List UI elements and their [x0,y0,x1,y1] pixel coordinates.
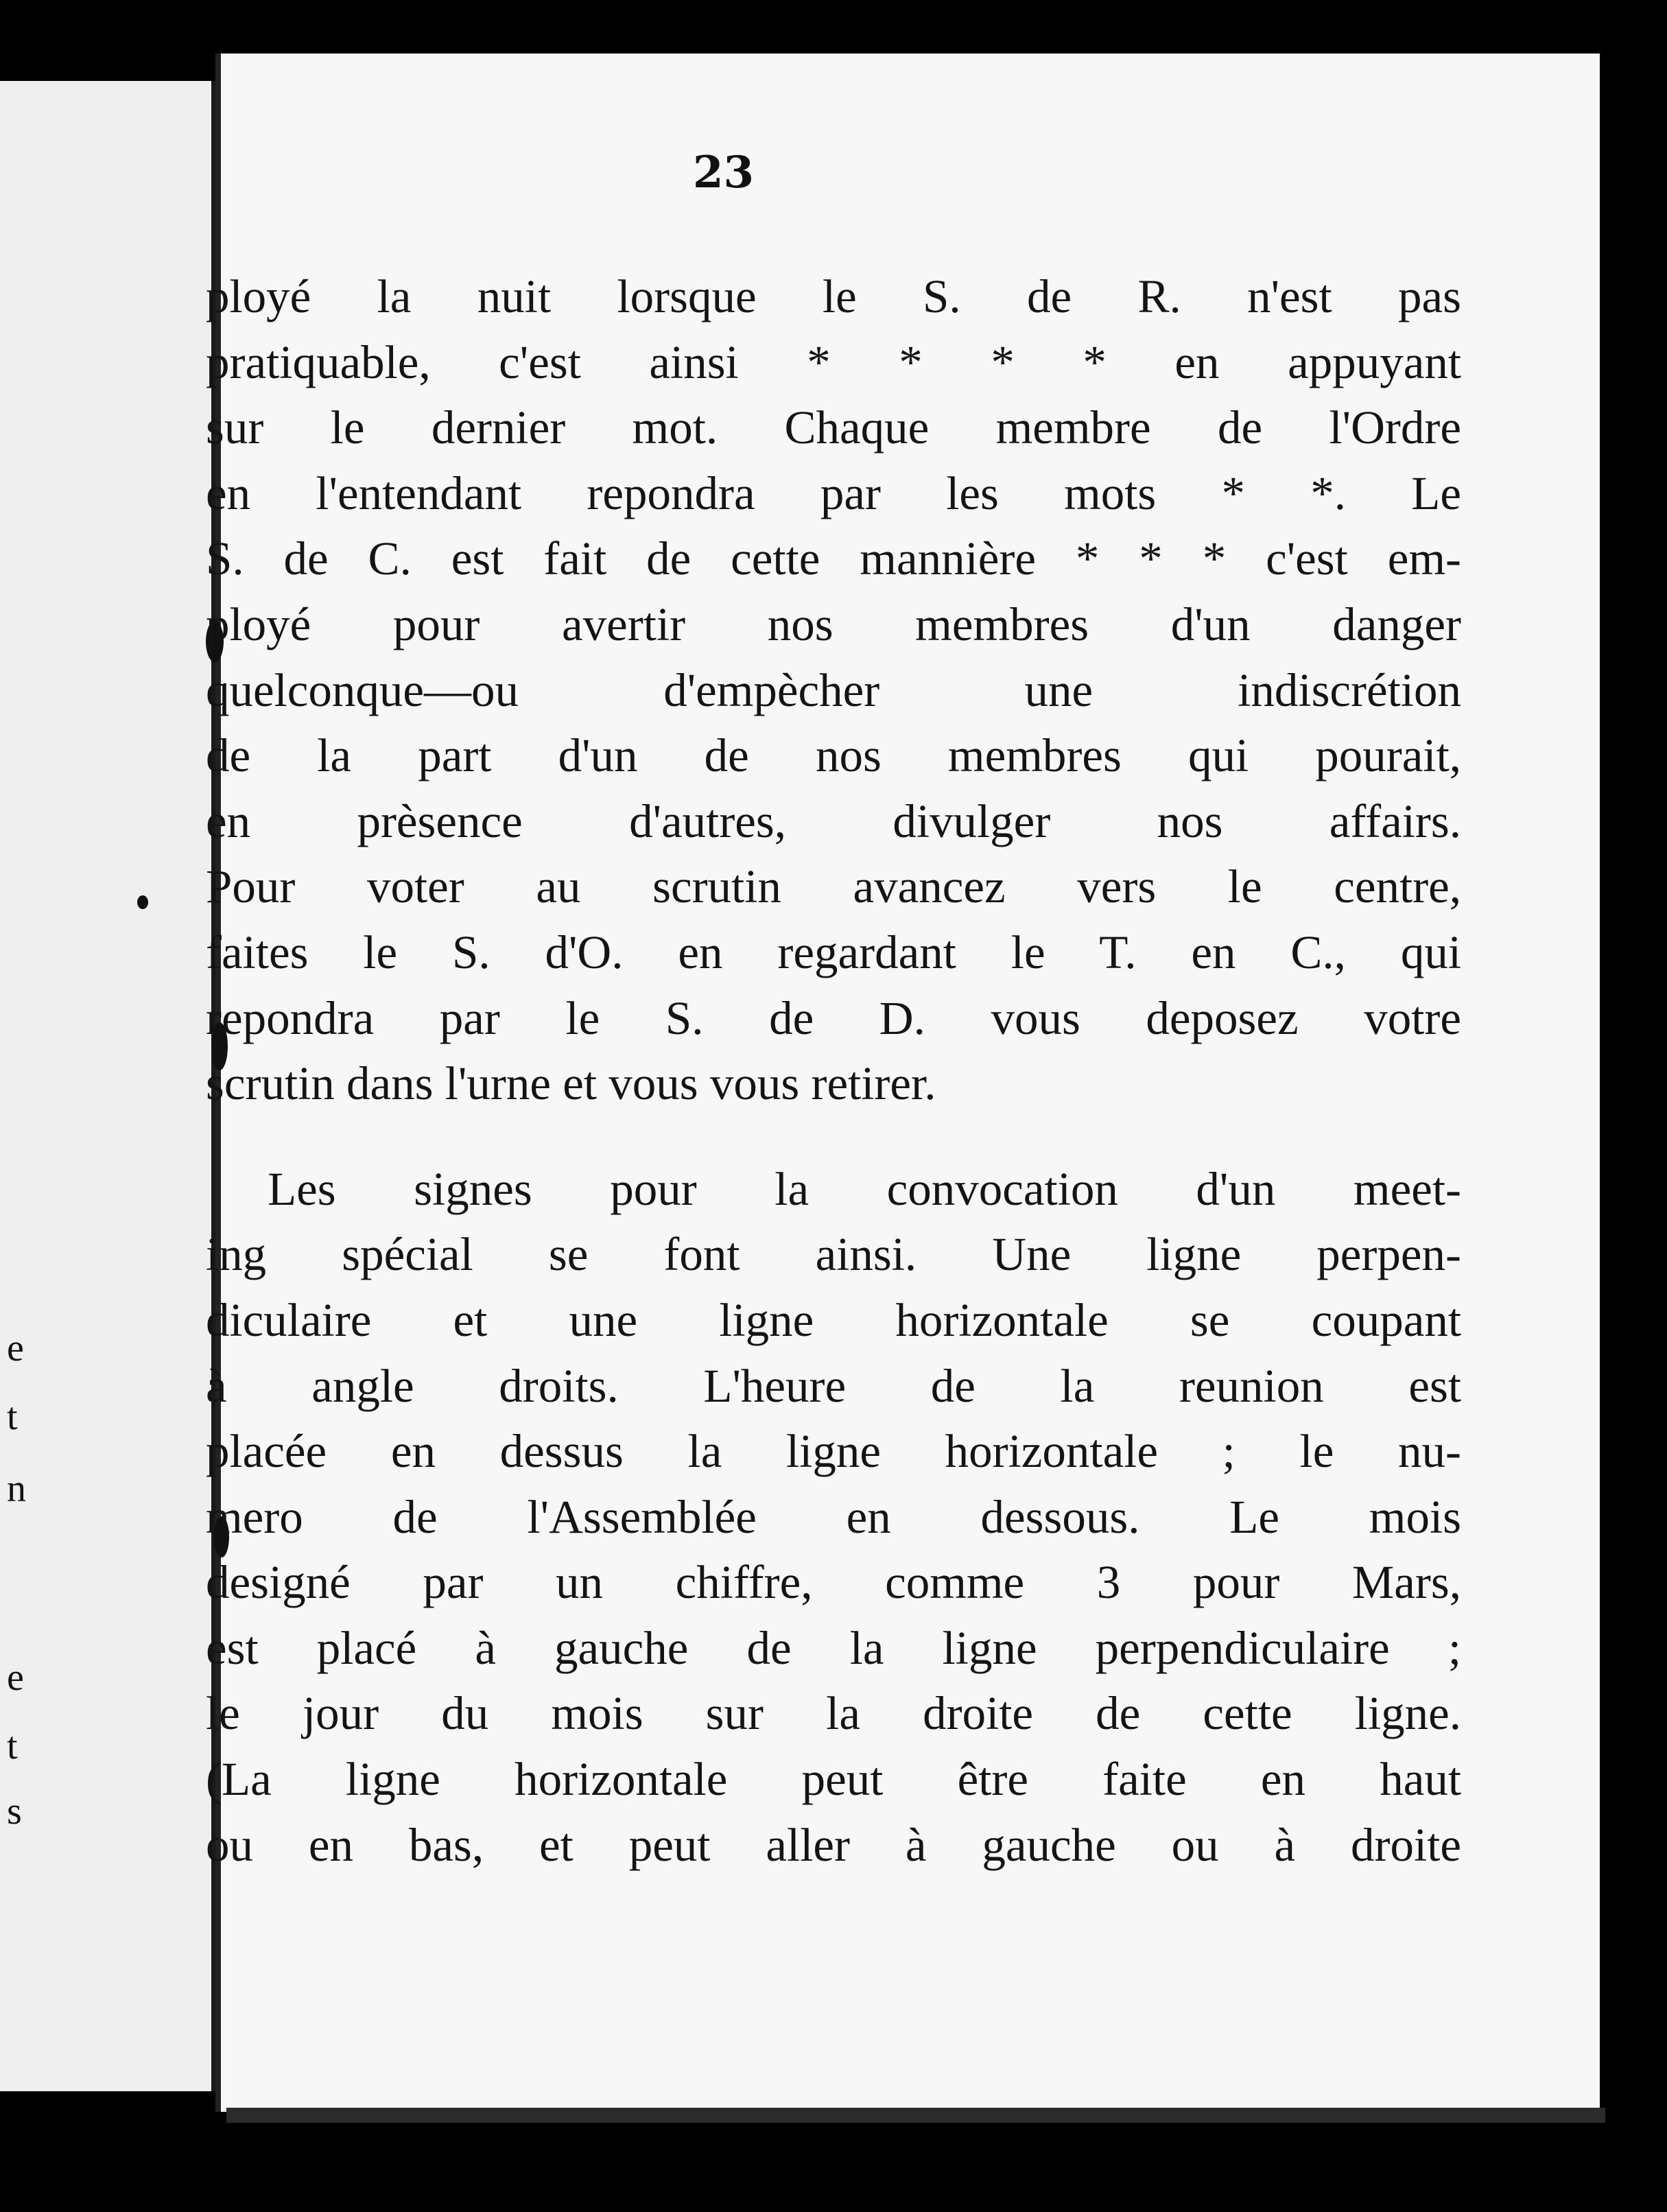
text-line: diculaire et une ligne horizontale se coupant [206,1293,1461,1346]
text-line: ou en bas, et peut aller à gauche ou à droite [206,1818,1461,1871]
paragraph-gap [206,1117,1461,1157]
left-page-fragment: t [7,1725,18,1767]
left-page-fragment: n [7,1468,26,1510]
text-line: pratiquable, c'est ainsi * * * * en appuyant [206,336,1461,388]
text-line: faites le S. d'O. en regardant le T. en C., qui [206,926,1461,978]
page-bottom-edge [226,2108,1605,2123]
text-line: en prèsence d'autres, divulger nos affairs. [206,795,1461,847]
text-line: ployé pour avertir nos membres d'un danger [206,598,1461,650]
text-line: designé par un chiffre, comme 3 pour Mars, [206,1556,1461,1609]
left-facing-page [0,81,215,2091]
text-line: le jour du mois sur la droite de cette ligne. [206,1687,1461,1740]
text-line: Pour voter au scrutin avancez vers le centre, [206,860,1461,913]
left-page-fragment: e [7,1656,24,1699]
text-line: repondra par le S. de D. vous deposez votre [206,991,1461,1044]
paragraph [206,1157,1461,1879]
text-line: ployé la nuit lorsque le S. de R. n'est pas [206,270,1461,322]
text-line: Les signes pour la convocation d'un meet- [268,1162,1461,1215]
text-line: de la part d'un de nos membres qui pourait, [206,729,1461,782]
text-line: scrutin dans l'urne et vous vous retirer. [206,1057,936,1110]
text-line: ing spécial se font ainsi. Une ligne perpen- [206,1228,1461,1281]
page-number: 23 [693,147,755,198]
text-line: (La ligne horizontale peut être faite en haut [206,1753,1461,1806]
text-line: à angle droits. L'heure de la reunion est [206,1359,1461,1412]
left-page-fragment: e [7,1327,24,1369]
text-line: est placé à gauche de la ligne perpendiculaire ; [206,1621,1461,1674]
text-line: S. de C. est fait de cette mannière * * * c'est em- [206,532,1461,585]
left-page-fragment: s [7,1790,22,1833]
text-line: placée en dessus la ligne horizontale ; le nu- [206,1425,1461,1478]
text-line: quelconque—ou d'empècher une indiscrétion [206,663,1461,716]
page-body-text [206,264,1461,1878]
binding-blot [137,895,148,909]
text-line: sur le dernier mot. Chaque membre de l'Ordre [206,401,1461,454]
text-line: en l'entendant repondra par les mots * *. Le [206,467,1461,519]
paragraph [206,264,1461,1117]
left-page-fragment: t [7,1396,18,1438]
text-line: mero de l'Assemblée en dessous. Le mois [206,1490,1461,1543]
